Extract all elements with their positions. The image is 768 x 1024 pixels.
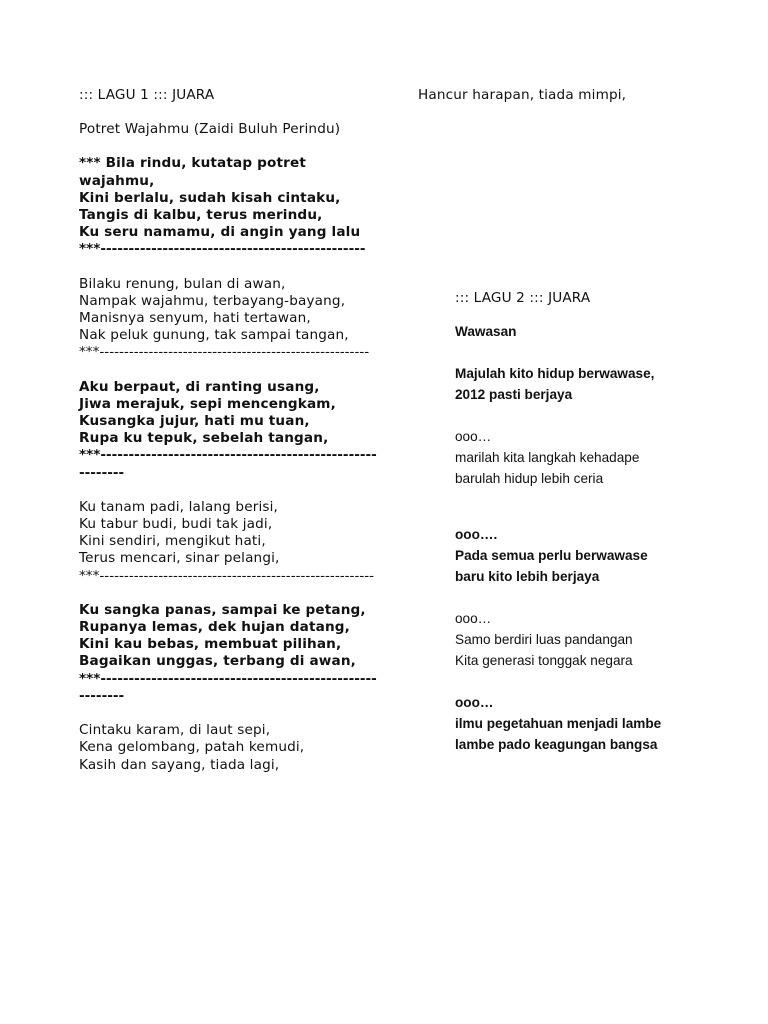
lyric-line: Samo berdiri luas pandangan bbox=[455, 632, 633, 648]
lyric-line: Ku seru namamu, di angin yang lalu bbox=[79, 224, 361, 241]
lyric-line: barulah hidup lebih ceria bbox=[455, 471, 604, 487]
lyric-line: ooo… bbox=[455, 695, 494, 711]
lyric-line: 2012 pasti berjaya bbox=[455, 387, 573, 403]
lyric-line: baru kito lebih berjaya bbox=[455, 569, 600, 585]
song1-title: Potret Wajahmu (Zaidi Buluh Perindu) bbox=[79, 121, 341, 138]
lyric-line: Ku tanam padi, lalang berisi, bbox=[79, 498, 279, 515]
song1-header: ::: LAGU 1 ::: JUARA bbox=[79, 87, 215, 103]
song2-title: Wawasan bbox=[455, 324, 517, 340]
lyric-line: Kusangka jujur, hati mu tuan, bbox=[79, 413, 310, 430]
left-column bbox=[79, 87, 379, 774]
lyric-line: Rupa ku tepuk, sebelah tangan, bbox=[79, 430, 329, 447]
lyric-line: Hancur harapan, tiada mimpi, bbox=[418, 87, 627, 103]
lyric-line: Ku tabur budi, budi tak jadi, bbox=[79, 516, 273, 533]
stanza-6 bbox=[79, 722, 379, 774]
lyric-line: Rupanya lemas, dek hujan datang, bbox=[79, 619, 350, 636]
stanza-5 bbox=[79, 602, 379, 705]
lyric-line: Bagaikan unggas, terbang di awan, bbox=[79, 653, 356, 670]
lyric-line: marilah kita langkah kehadape bbox=[455, 450, 640, 466]
stanza-3 bbox=[79, 379, 379, 482]
lyric-line: ooo… bbox=[455, 611, 492, 627]
lyric-line: Kini berlalu, sudah kisah cintaku, bbox=[79, 189, 341, 206]
verse-3 bbox=[455, 524, 745, 587]
lyric-line: Manisnya senyum, hati tertawan, bbox=[79, 310, 311, 327]
lyric-line: Nampak wajahmu, terbayang-bayang, bbox=[79, 292, 346, 309]
lyric-line: Cintaku karam, di laut sepi, bbox=[79, 722, 271, 739]
song2-header: ::: LAGU 2 ::: JUARA bbox=[455, 290, 591, 306]
separator-line: ***--------------------------------------------------------- bbox=[79, 670, 377, 704]
lyric-line: Kena gelombang, patah kemudi, bbox=[79, 739, 305, 756]
lyric-line: lambe pado keagungan bangsa bbox=[455, 737, 658, 753]
lyric-line: Tangis di kalbu, terus merindu, bbox=[79, 207, 323, 224]
lyric-line: Jiwa merajuk, sepi mencengkam, bbox=[79, 395, 336, 412]
separator-line: ***--------------------------------------------------------- bbox=[79, 447, 377, 481]
verse-4 bbox=[455, 608, 745, 671]
right-column bbox=[455, 290, 745, 755]
verse-1 bbox=[455, 363, 745, 405]
lyric-line: Terus mencari, sinar pelangi, bbox=[79, 550, 280, 567]
separator-line: ***----------------------------------------------- bbox=[79, 241, 366, 258]
verse-5 bbox=[455, 692, 745, 755]
stanza-4 bbox=[79, 499, 379, 585]
lyric-line: *** Bila rindu, kutatap potret wajahmu, bbox=[79, 155, 311, 189]
separator-line: ***------------------------------------------------------- bbox=[79, 344, 370, 361]
lyric-line: Nak peluk gunung, tak sampai tangan, bbox=[79, 327, 349, 344]
lyric-line: Kasih dan sayang, tiada lagi, bbox=[79, 756, 280, 773]
right-column-continuation bbox=[418, 87, 738, 104]
stanza-2 bbox=[79, 276, 379, 362]
lyric-line: ooo… bbox=[455, 429, 492, 445]
stanza-1 bbox=[79, 155, 379, 258]
separator-line: ***-------------------------------------------------------- bbox=[79, 567, 375, 584]
lyric-line: Majulah kito hidup berwawase, bbox=[455, 366, 655, 382]
lyric-line: Kini sendiri, mengikut hati, bbox=[79, 533, 266, 550]
lyric-line: Pada semua perlu berwawase bbox=[455, 548, 648, 564]
lyric-line: Ku sangka panas, sampai ke petang, bbox=[79, 601, 366, 618]
lyric-line: ilmu pegetahuan menjadi lambe bbox=[455, 716, 662, 732]
lyric-line: Kini kau bebas, membuat pilihan, bbox=[79, 636, 342, 653]
lyric-line: Bilaku renung, bulan di awan, bbox=[79, 275, 286, 292]
lyric-line: Kita generasi tonggak negara bbox=[455, 653, 633, 669]
lyric-line: Aku berpaut, di ranting usang, bbox=[79, 378, 320, 395]
verse-2 bbox=[455, 426, 745, 489]
lyric-line: ooo…. bbox=[455, 527, 498, 543]
